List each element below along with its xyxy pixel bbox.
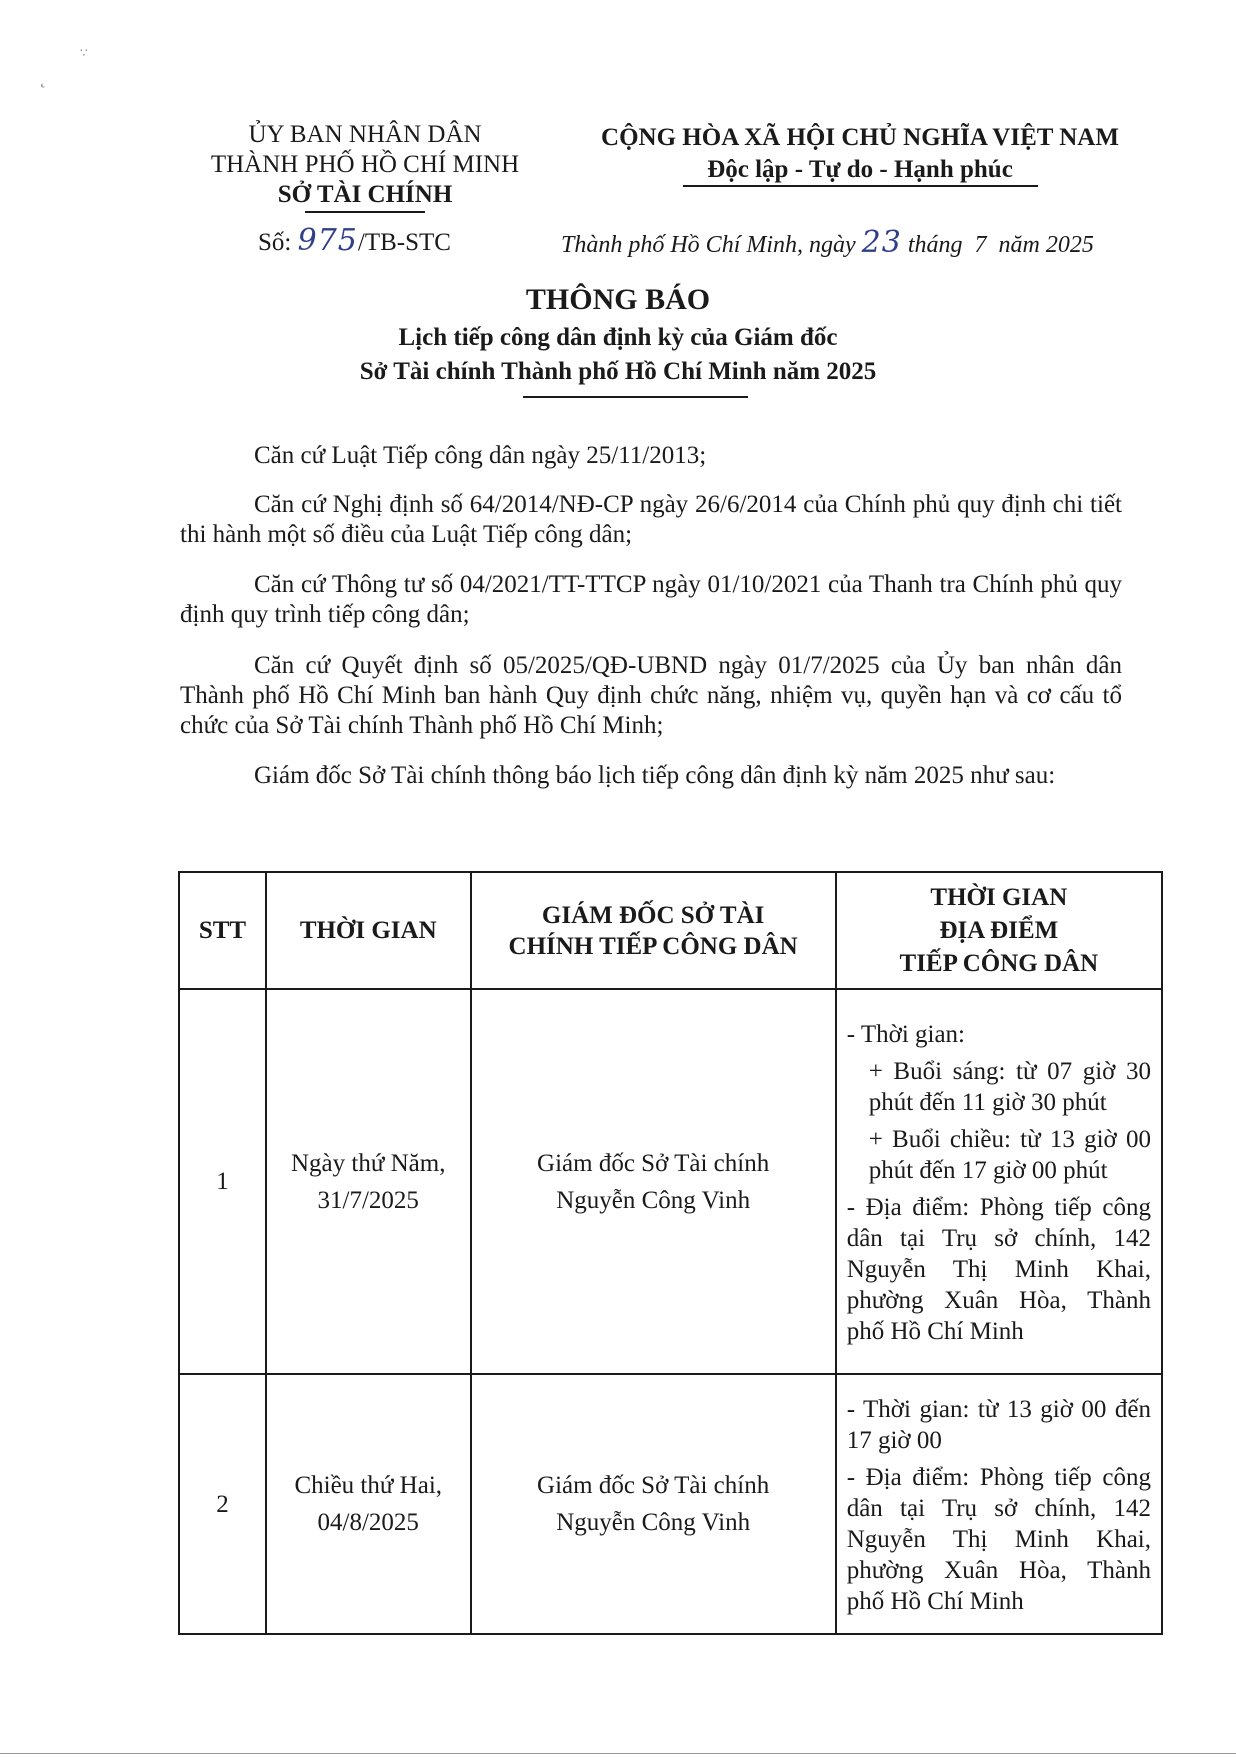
row-director	[471, 989, 836, 1374]
header-detail	[836, 872, 1162, 989]
header-stt: STT	[179, 872, 266, 989]
org-underline	[305, 211, 425, 213]
legal-basis-1-text: Căn cứ Luật Tiếp công dân ngày 25/11/2013;	[254, 442, 707, 469]
header-detail-line-3: TIẾP CÔNG DÂN	[899, 950, 1099, 977]
row-director-line-2: Nguyễn Công Vinh	[556, 1509, 751, 1536]
row-detail	[836, 989, 1162, 1374]
header-director-line-2: CHÍNH TIẾP CÔNG DÂN	[508, 932, 798, 960]
nation-line-2: Độc lập - Tự do - Hạnh phúc	[707, 156, 1013, 183]
subtitle-line-2: Sở Tài chính Thành phố Hồ Chí Minh năm 2025	[359, 358, 877, 385]
row-morning-slot: + Buổi sáng: từ 07 giờ 30 phút đến 11 giờ 30 phút	[868, 1057, 1151, 1116]
document-number	[258, 223, 451, 258]
header-time: THỜI GIAN	[266, 872, 471, 989]
org-line-2: THÀNH PHỐ HỒ CHÍ MINH	[210, 151, 520, 178]
header-director	[471, 872, 836, 989]
schedule-table	[178, 871, 1163, 1635]
row-stt: 2	[179, 1374, 266, 1634]
row-director-line-1: Giám đốc Sở Tài chính	[537, 1149, 770, 1177]
org-line-3: SỞ TÀI CHÍNH	[277, 181, 453, 208]
row-stt: 1	[179, 989, 266, 1374]
row-afternoon-slot: + Buổi chiều: từ 13 giờ 00 phút đến 17 giờ 00 phút	[868, 1125, 1151, 1184]
row-time-label: - Thời gian: từ 13 giờ 00 đến 17 giờ 00	[846, 1395, 1151, 1454]
row-director-line-2: Nguyễn Công Vinh	[556, 1186, 751, 1214]
scan-artifact: ˛	[40, 68, 46, 88]
national-motto	[555, 122, 1165, 186]
row-date-line-2: 31/7/2025	[317, 1186, 419, 1214]
legal-basis-2-text: Căn cứ Nghị định số 64/2014/NĐ-CP ngày 26/6/2014 của Chính phủ quy định chi tiết thi hành một số điều của Luật Tiếp công dân;	[180, 491, 1122, 548]
row-date-line-2: 04/8/2025	[317, 1509, 419, 1536]
legal-basis-4-text: Căn cứ Quyết định số 05/2025/QĐ-UBND ngày 01/7/2025 của Ủy ban nhân dân Thành phố Hồ Chí Minh ban hành Quy định chức năng, nhiệm vụ, quyền hạn và cơ cấu tổ chức của Sở Tài chính Thành phố Hồ Chí Minh;	[180, 652, 1122, 739]
row-date-line-1: Chiều thứ Hai,	[294, 1472, 443, 1499]
legal-basis-3	[180, 570, 1122, 630]
title-underline	[523, 396, 748, 398]
motto-underline	[683, 185, 1038, 187]
scan-artifact: ∵	[80, 46, 88, 60]
org-line-1: ỦY BAN NHÂN DÂN	[248, 121, 482, 148]
handwritten-number: 975	[297, 223, 358, 258]
header-director-line-1: GIÁM ĐỐC SỞ TÀI	[541, 901, 765, 929]
row-detail	[836, 1374, 1162, 1634]
row-date	[266, 1374, 471, 1634]
row-date-line-1: Ngày thứ Năm,	[290, 1149, 446, 1177]
issuing-org	[190, 120, 540, 210]
number-suffix: /TB-STC	[357, 229, 451, 256]
row-time-label: - Thời gian:	[846, 1020, 966, 1048]
row-director-line-1: Giám đốc Sở Tài chính	[537, 1472, 770, 1499]
row-place: - Địa điểm: Phòng tiếp công dân tại Trụ sở chính, 142 Nguyễn Thị Minh Khai, phường Xuân Hòa, Thành phố Hồ Chí Minh	[846, 1463, 1151, 1615]
legal-basis-2	[180, 490, 1122, 550]
date-part-1: Thành phố Hồ Chí Minh, ngày	[561, 232, 856, 258]
handwritten-day: 23	[861, 225, 902, 260]
document-title: THÔNG BÁO	[525, 283, 711, 316]
number-prefix: Số:	[258, 229, 292, 256]
table-header-row	[179, 872, 1162, 989]
row-place: - Địa điểm: Phòng tiếp công dân tại Trụ sở chính, 142 Nguyễn Thị Minh Khai, phường Xuân Hòa, Thành phố Hồ Chí Minh	[846, 1193, 1151, 1345]
header-detail-line-1: THỜI GIAN	[930, 884, 1068, 911]
table-row	[179, 1374, 1162, 1634]
legal-basis-3-text: Căn cứ Thông tư số 04/2021/TT-TTCP ngày 01/10/2021 của Thanh tra Chính phủ quy định quy trình tiếp công dân;	[180, 571, 1122, 628]
announcement-intro	[180, 761, 1122, 791]
legal-basis-4	[180, 651, 1122, 741]
date-part-2: tháng 7 năm 2025	[907, 232, 1094, 258]
subtitle-line-1: Lịch tiếp công dân định kỳ của Giám đốc	[398, 324, 838, 351]
issue-date	[561, 225, 1094, 260]
legal-basis-1	[180, 441, 1122, 471]
row-director	[471, 1374, 836, 1634]
table-row	[179, 989, 1162, 1374]
scan-edge	[0, 1753, 1236, 1754]
nation-line-1: CỘNG HÒA XÃ HỘI CHỦ NGHĨA VIỆT NAM	[601, 124, 1119, 151]
row-date	[266, 989, 471, 1374]
header-detail-line-2: ĐỊA ĐIỂM	[939, 917, 1059, 944]
announcement-intro-text: Giám đốc Sở Tài chính thông báo lịch tiếp công dân định kỳ năm 2025 như sau:	[254, 762, 1056, 789]
